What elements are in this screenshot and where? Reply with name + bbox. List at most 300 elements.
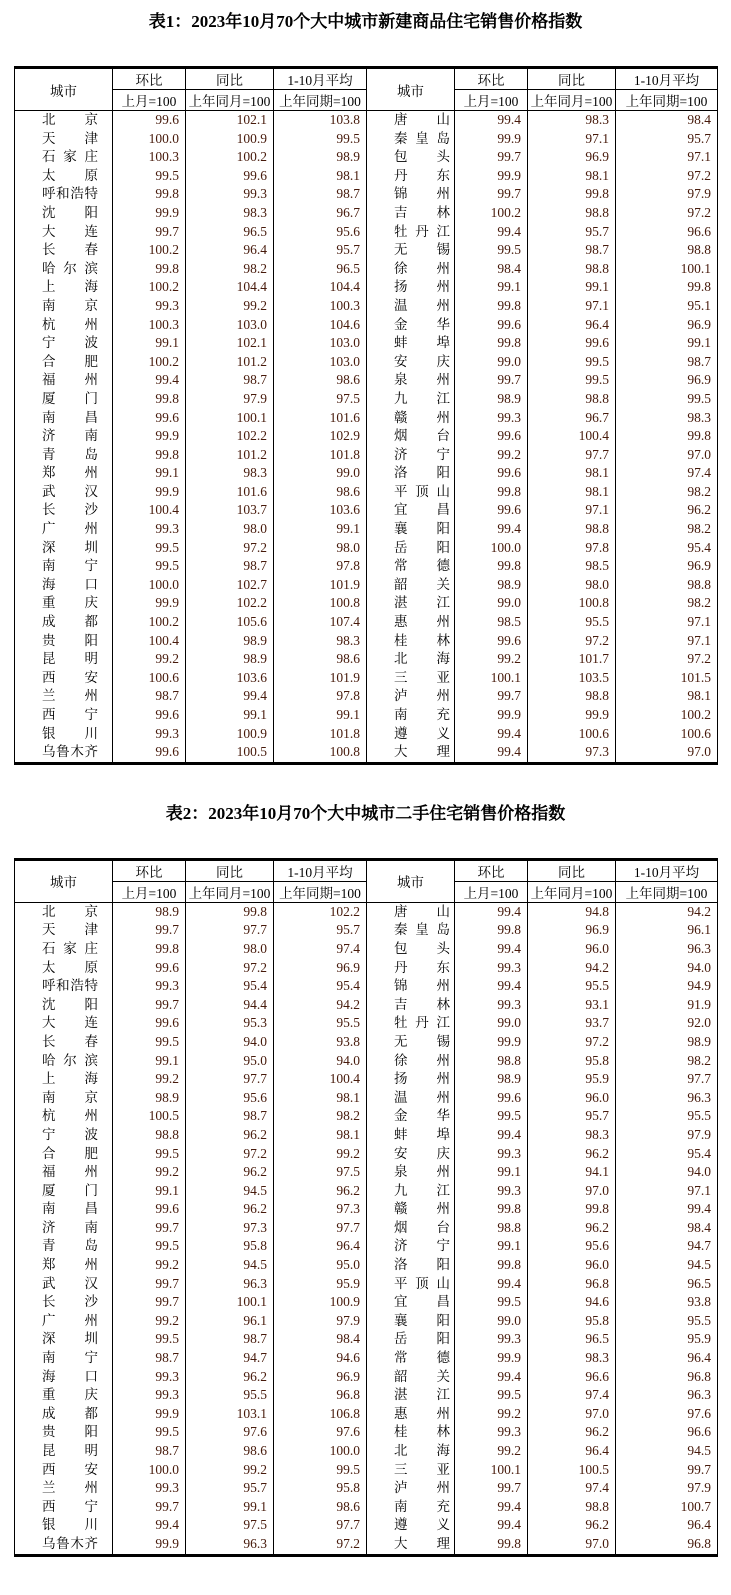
value-cell: 99.3 <box>455 409 528 428</box>
table-row <box>15 1293 718 1312</box>
value-cell: 97.2 <box>186 959 274 978</box>
city-name: 上海 <box>42 279 98 295</box>
city-cell <box>367 632 455 651</box>
value-cell: 94.1 <box>528 1163 616 1182</box>
value-cell: 99.6 <box>113 743 186 763</box>
value-cell: 96.4 <box>186 241 274 260</box>
city-name: 成都 <box>42 614 98 630</box>
city-name: 蚌埠 <box>394 335 450 351</box>
yoy-base-header-right: 上年同月=100 <box>528 90 616 111</box>
value-cell: 99.3 <box>113 1386 186 1405</box>
city-name: 遵义 <box>394 1517 450 1533</box>
value-cell: 99.4 <box>455 1498 528 1517</box>
value-cell: 96.6 <box>616 223 718 242</box>
value-cell: 99.5 <box>113 1330 186 1349</box>
table-row <box>15 743 718 763</box>
value-cell: 101.2 <box>186 446 274 465</box>
city-name: 安庆 <box>394 353 450 369</box>
city-cell <box>367 1052 455 1071</box>
table-row <box>15 390 718 409</box>
city-name: 南充 <box>394 707 450 722</box>
city-name: 包头 <box>394 940 450 956</box>
value-cell: 99.1 <box>186 1498 274 1517</box>
value-cell: 103.0 <box>186 316 274 335</box>
city-cell <box>367 483 455 502</box>
city-cell <box>15 594 113 613</box>
value-cell: 99.0 <box>455 1014 528 1033</box>
value-cell: 99.1 <box>616 334 718 353</box>
city-cell <box>367 1163 455 1182</box>
value-cell: 99.2 <box>186 297 274 316</box>
city-name: 石家庄 <box>42 940 98 956</box>
value-cell: 99.4 <box>455 111 528 130</box>
value-cell: 100.2 <box>616 706 718 725</box>
value-cell: 98.2 <box>616 594 718 613</box>
value-cell: 98.1 <box>528 483 616 502</box>
city-cell <box>15 278 113 297</box>
value-cell: 98.8 <box>528 390 616 409</box>
city-cell <box>15 241 113 260</box>
table-row <box>15 241 718 260</box>
table-row <box>15 1052 718 1071</box>
value-cell: 96.9 <box>616 316 718 335</box>
yoy-base-header-left: 上年同月=100 <box>186 90 274 111</box>
city-name: 宁波 <box>42 1126 98 1142</box>
value-cell: 94.6 <box>528 1293 616 1312</box>
city-cell <box>15 921 113 940</box>
city-cell <box>15 390 113 409</box>
value-cell: 99.0 <box>455 594 528 613</box>
value-cell: 96.3 <box>186 1275 274 1294</box>
city-cell <box>367 1461 455 1480</box>
mom-header-left: 环比 <box>113 859 186 881</box>
city-name: 平顶山 <box>394 1275 450 1291</box>
value-cell: 99.4 <box>455 1368 528 1387</box>
value-cell: 99.0 <box>455 1312 528 1331</box>
table-row <box>15 1107 718 1126</box>
city-cell <box>15 1219 113 1238</box>
value-cell: 99.2 <box>455 446 528 465</box>
city-cell <box>15 446 113 465</box>
value-cell: 96.5 <box>274 260 367 279</box>
city-name: 合肥 <box>42 1145 98 1161</box>
city-cell <box>367 520 455 539</box>
value-cell: 103.8 <box>274 111 367 130</box>
value-cell: 98.8 <box>616 576 718 595</box>
city-name: 贵阳 <box>42 1424 98 1440</box>
table-row <box>15 996 718 1015</box>
value-cell: 98.5 <box>455 613 528 632</box>
table-row <box>15 111 718 130</box>
city-name: 天津 <box>42 130 98 146</box>
city-cell <box>367 1256 455 1275</box>
value-cell: 99.2 <box>274 1145 367 1164</box>
table1-title: 表1：2023年10月70个大中城市新建商品住宅销售价格指数 <box>148 12 583 31</box>
value-cell: 97.2 <box>186 539 274 558</box>
header-row-labels <box>15 68 718 90</box>
yoy-header-left: 同比 <box>186 68 274 90</box>
table-row <box>15 1033 718 1052</box>
table-row <box>15 1368 718 1387</box>
value-cell: 99.8 <box>528 1200 616 1219</box>
value-cell: 99.6 <box>113 706 186 725</box>
city-cell <box>367 501 455 520</box>
value-cell: 99.9 <box>113 427 186 446</box>
yoy-header-left: 同比 <box>186 859 274 881</box>
city-cell <box>15 1052 113 1071</box>
table-row <box>15 1163 718 1182</box>
city-name: 扬州 <box>394 279 450 295</box>
city-name: 襄阳 <box>394 1312 450 1328</box>
city-name: 赣州 <box>394 409 450 425</box>
city-cell <box>15 1163 113 1182</box>
city-cell <box>15 557 113 576</box>
city-name: 惠州 <box>394 614 450 630</box>
city-name: 兰州 <box>42 688 98 704</box>
value-cell: 96.6 <box>528 1368 616 1387</box>
value-cell: 95.8 <box>528 1312 616 1331</box>
value-cell: 104.4 <box>274 278 367 297</box>
city-name: 银川 <box>42 725 98 741</box>
table-row <box>15 464 718 483</box>
table2-secondhand-homes-price-index <box>14 858 718 1557</box>
value-cell: 99.6 <box>113 409 186 428</box>
value-cell: 99.6 <box>455 316 528 335</box>
city-cell <box>367 902 455 921</box>
city-cell <box>367 1498 455 1517</box>
value-cell: 99.5 <box>455 1107 528 1126</box>
value-cell: 100.4 <box>528 427 616 446</box>
city-column-header-left: 城市 <box>15 68 113 111</box>
city-name: 西宁 <box>42 707 98 722</box>
city-name: 北京 <box>42 903 98 919</box>
value-cell: 99.7 <box>113 996 186 1015</box>
table-body <box>15 111 718 764</box>
value-cell: 99.6 <box>113 1014 186 1033</box>
value-cell: 98.2 <box>616 520 718 539</box>
city-cell <box>367 427 455 446</box>
value-cell: 99.9 <box>113 483 186 502</box>
value-cell: 96.7 <box>528 409 616 428</box>
value-cell: 99.6 <box>455 464 528 483</box>
value-cell: 99.9 <box>528 706 616 725</box>
city-cell <box>367 977 455 996</box>
value-cell: 98.8 <box>528 687 616 706</box>
value-cell: 99.4 <box>455 977 528 996</box>
value-cell: 97.7 <box>274 1516 367 1535</box>
city-name: 平顶山 <box>394 483 450 499</box>
city-cell <box>15 996 113 1015</box>
value-cell: 97.2 <box>528 632 616 651</box>
city-cell <box>15 185 113 204</box>
value-cell: 94.6 <box>274 1349 367 1368</box>
value-cell: 97.1 <box>528 501 616 520</box>
table-row <box>15 260 718 279</box>
value-cell: 103.0 <box>274 334 367 353</box>
value-cell: 97.8 <box>274 557 367 576</box>
city-cell <box>367 996 455 1015</box>
city-cell <box>367 650 455 669</box>
value-cell: 100.2 <box>186 148 274 167</box>
city-cell <box>15 902 113 921</box>
city-name: 广州 <box>42 521 98 537</box>
value-cell: 99.8 <box>113 940 186 959</box>
city-name: 南京 <box>42 1089 98 1105</box>
value-cell: 99.1 <box>455 1237 528 1256</box>
city-name: 大理 <box>394 1535 450 1551</box>
table-row <box>15 687 718 706</box>
table-row <box>15 1442 718 1461</box>
table-row <box>15 669 718 688</box>
value-cell: 97.0 <box>528 1405 616 1424</box>
value-cell: 99.9 <box>113 1405 186 1424</box>
value-cell: 94.5 <box>616 1442 718 1461</box>
avg-header-left: 1-10月平均 <box>274 68 367 90</box>
value-cell: 96.4 <box>528 316 616 335</box>
table2-title: 表2：2023年10月70个大中城市二手住宅销售价格指数 <box>165 803 566 823</box>
table-row <box>15 483 718 502</box>
value-cell: 100.9 <box>186 130 274 149</box>
city-name: 合肥 <box>42 353 98 369</box>
city-cell <box>367 316 455 335</box>
table-row <box>15 501 718 520</box>
value-cell: 98.2 <box>186 260 274 279</box>
city-cell <box>367 111 455 130</box>
value-cell: 101.8 <box>274 725 367 744</box>
value-cell: 97.4 <box>616 464 718 483</box>
city-cell <box>15 576 113 595</box>
city-name: 哈尔滨 <box>42 260 98 276</box>
value-cell: 100.2 <box>455 204 528 223</box>
city-cell <box>367 223 455 242</box>
value-cell: 99.8 <box>616 427 718 446</box>
value-cell: 96.5 <box>616 1275 718 1294</box>
city-cell <box>15 539 113 558</box>
value-cell: 94.7 <box>186 1349 274 1368</box>
table-row <box>15 632 718 651</box>
city-name: 杭州 <box>42 1108 98 1124</box>
avg-header-right: 1-10月平均 <box>616 68 718 90</box>
city-name: 遵义 <box>394 725 450 741</box>
city-name: 成都 <box>42 1405 98 1421</box>
value-cell: 96.2 <box>528 1516 616 1535</box>
value-cell: 99.4 <box>455 743 528 763</box>
city-name: 乌鲁木齐 <box>42 744 98 760</box>
city-cell <box>367 1405 455 1424</box>
value-cell: 100.2 <box>113 613 186 632</box>
value-cell: 94.2 <box>616 902 718 921</box>
table-row <box>15 278 718 297</box>
value-cell: 97.9 <box>274 1312 367 1331</box>
city-name: 深圳 <box>42 539 98 555</box>
value-cell: 103.6 <box>186 669 274 688</box>
value-cell: 102.9 <box>274 427 367 446</box>
city-name: 济宁 <box>394 446 450 462</box>
city-name: 南昌 <box>42 1201 98 1217</box>
value-cell: 100.4 <box>113 501 186 520</box>
value-cell: 99.7 <box>455 687 528 706</box>
value-cell: 98.4 <box>274 1330 367 1349</box>
table-row <box>15 1089 718 1108</box>
value-cell: 94.2 <box>274 996 367 1015</box>
city-cell <box>367 1237 455 1256</box>
city-name: 锦州 <box>394 978 450 994</box>
city-cell <box>15 959 113 978</box>
city-name: 重庆 <box>42 595 98 611</box>
yoy-header-right: 同比 <box>528 68 616 90</box>
value-cell: 97.8 <box>274 687 367 706</box>
value-cell: 97.1 <box>616 148 718 167</box>
city-name: 宜昌 <box>394 502 450 518</box>
city-cell <box>367 278 455 297</box>
city-cell <box>15 1516 113 1535</box>
value-cell: 99.5 <box>113 1033 186 1052</box>
city-cell <box>367 148 455 167</box>
value-cell: 98.2 <box>616 483 718 502</box>
value-cell: 94.0 <box>186 1033 274 1052</box>
value-cell: 99.8 <box>455 557 528 576</box>
city-cell <box>367 297 455 316</box>
value-cell: 96.3 <box>616 940 718 959</box>
value-cell: 99.2 <box>455 650 528 669</box>
avg-base-header-right: 上年同期=100 <box>616 881 718 902</box>
value-cell: 99.1 <box>274 706 367 725</box>
city-name: 南昌 <box>42 409 98 425</box>
value-cell: 96.4 <box>528 1442 616 1461</box>
city-cell <box>15 687 113 706</box>
value-cell: 99.8 <box>455 297 528 316</box>
value-cell: 99.3 <box>113 1479 186 1498</box>
value-cell: 102.1 <box>186 111 274 130</box>
value-cell: 92.0 <box>616 1014 718 1033</box>
city-cell <box>367 260 455 279</box>
value-cell: 96.1 <box>186 1312 274 1331</box>
table-row <box>15 1423 718 1442</box>
value-cell: 100.8 <box>528 594 616 613</box>
value-cell: 99.5 <box>113 1145 186 1164</box>
value-cell: 96.2 <box>528 1219 616 1238</box>
value-cell: 100.4 <box>113 632 186 651</box>
value-cell: 97.7 <box>274 1219 367 1238</box>
value-cell: 98.3 <box>528 111 616 130</box>
value-cell: 98.6 <box>274 650 367 669</box>
value-cell: 99.8 <box>113 390 186 409</box>
value-cell: 97.9 <box>616 185 718 204</box>
city-name: 呼和浩特 <box>42 186 98 202</box>
value-cell: 99.2 <box>455 1442 528 1461</box>
value-cell: 99.5 <box>528 353 616 372</box>
city-cell <box>367 1126 455 1145</box>
value-cell: 99.1 <box>113 464 186 483</box>
city-name: 蚌埠 <box>394 1126 450 1142</box>
city-name: 烟台 <box>394 428 450 444</box>
city-cell <box>367 1368 455 1387</box>
value-cell: 95.4 <box>616 1145 718 1164</box>
value-cell: 95.4 <box>616 539 718 558</box>
city-name: 济南 <box>42 1219 98 1235</box>
value-cell: 100.1 <box>186 409 274 428</box>
city-cell <box>15 1312 113 1331</box>
table-row <box>15 167 718 186</box>
value-cell: 100.9 <box>186 725 274 744</box>
city-cell <box>367 446 455 465</box>
city-name: 西安 <box>42 1461 98 1477</box>
value-cell: 99.5 <box>113 1423 186 1442</box>
city-cell <box>367 940 455 959</box>
city-name: 太原 <box>42 167 98 183</box>
value-cell: 100.5 <box>186 743 274 763</box>
city-cell <box>367 1014 455 1033</box>
value-cell: 98.8 <box>455 1052 528 1071</box>
city-cell <box>367 687 455 706</box>
city-name: 九江 <box>394 1182 450 1198</box>
city-cell <box>15 1089 113 1108</box>
yoy-base-header-left: 上年同月=100 <box>186 881 274 902</box>
city-cell <box>367 1182 455 1201</box>
city-name: 常德 <box>394 558 450 574</box>
table-row <box>15 576 718 595</box>
value-cell: 97.2 <box>616 650 718 669</box>
value-cell: 98.5 <box>528 557 616 576</box>
city-name: 锦州 <box>394 186 450 202</box>
city-cell <box>15 743 113 763</box>
avg-header-left: 1-10月平均 <box>274 859 367 881</box>
value-cell: 91.9 <box>616 996 718 1015</box>
city-column-header-right: 城市 <box>367 859 455 902</box>
value-cell: 95.5 <box>616 1312 718 1331</box>
value-cell: 94.9 <box>616 977 718 996</box>
table-row <box>15 185 718 204</box>
value-cell: 98.9 <box>616 1033 718 1052</box>
value-cell: 95.0 <box>274 1256 367 1275</box>
city-name: 沈阳 <box>42 204 98 220</box>
city-cell <box>367 390 455 409</box>
table-row <box>15 1479 718 1498</box>
value-cell: 99.2 <box>186 1461 274 1480</box>
city-cell <box>15 130 113 149</box>
city-name: 武汉 <box>42 1275 98 1291</box>
value-cell: 100.8 <box>274 594 367 613</box>
value-cell: 99.1 <box>113 334 186 353</box>
value-cell: 97.4 <box>528 1386 616 1405</box>
city-cell <box>15 223 113 242</box>
value-cell: 95.6 <box>274 223 367 242</box>
city-cell <box>367 706 455 725</box>
value-cell: 99.4 <box>455 223 528 242</box>
city-cell <box>15 148 113 167</box>
city-cell <box>15 613 113 632</box>
city-name: 三亚 <box>394 669 450 685</box>
city-cell <box>15 725 113 744</box>
city-name: 温州 <box>394 297 450 313</box>
value-cell: 99.0 <box>455 353 528 372</box>
city-cell <box>15 316 113 335</box>
value-cell: 97.1 <box>528 297 616 316</box>
value-cell: 99.9 <box>113 594 186 613</box>
city-name: 唐山 <box>394 112 450 127</box>
city-cell <box>15 409 113 428</box>
city-cell <box>15 501 113 520</box>
city-cell <box>367 539 455 558</box>
city-cell <box>367 185 455 204</box>
value-cell: 101.9 <box>274 576 367 595</box>
value-cell: 96.2 <box>528 1145 616 1164</box>
value-cell: 97.9 <box>616 1126 718 1145</box>
value-cell: 99.9 <box>113 204 186 223</box>
value-cell: 95.7 <box>274 921 367 940</box>
value-cell: 99.6 <box>186 167 274 186</box>
city-cell <box>367 241 455 260</box>
